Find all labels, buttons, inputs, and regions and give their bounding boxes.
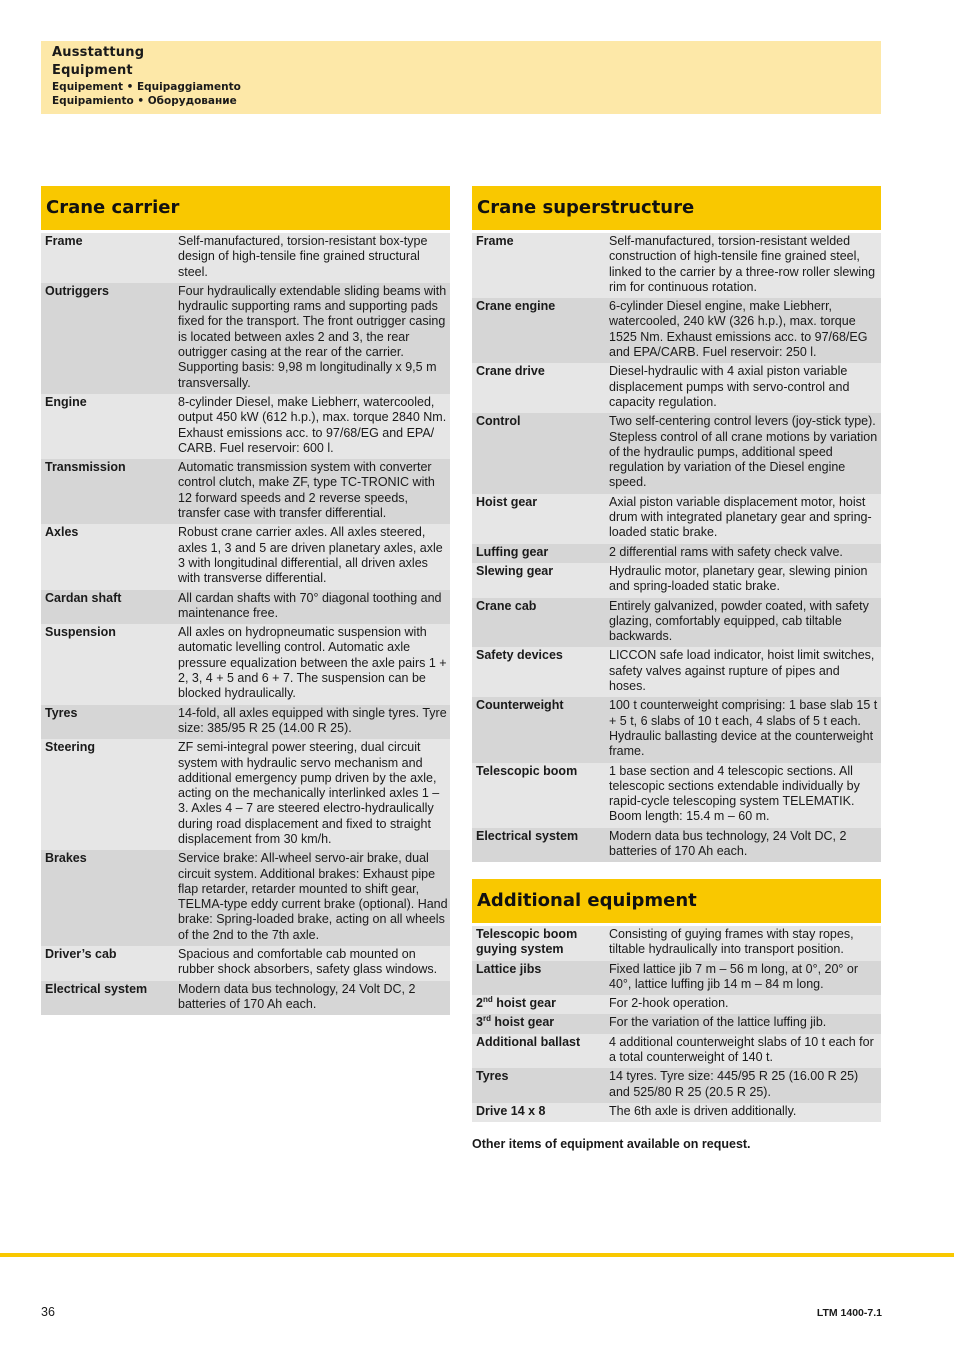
row-value: Two self-centering control levers (joy-stick type). Stepless control of all crane motions by variation of the hydraulic pumps, additional speed regulation by variation of the Diesel engine speed. <box>609 414 878 490</box>
row-label <box>472 1015 609 1030</box>
row-value: ZF semi-integral power steering, dual circuit system with hydraulic servo mechanism and additional emergency pump driven by the axle, acting on the mechanically interlinked axles 1 – 3. Axles 4 – 7 are steered electro-hydraulically during road displacement and fixed to straight displacement from 30 km/h. <box>178 740 440 846</box>
table-row <box>472 298 881 363</box>
row-value: Self-manufactured, torsion-resistant box-type design of high-tensile fine grained structural steel. <box>178 234 428 279</box>
table-row <box>472 926 881 961</box>
row-value: Fixed lattice jib 7 m – 56 m long, at 0°, 20° or 40°, lattice luffing jib 14 m – 84 m long. <box>609 961 859 991</box>
table-row <box>472 563 881 598</box>
row-label: Electrical system <box>476 828 579 843</box>
row-value: For 2-hook operation. <box>609 996 729 1011</box>
row-label: Brakes <box>45 851 87 866</box>
table-row <box>472 413 881 493</box>
table-row <box>472 1014 881 1033</box>
row-value: Hydraulic motor, planetary gear, slewing pinion and spring-loaded static brake. <box>609 563 868 594</box>
row-label: Frame <box>476 234 514 248</box>
table-row <box>41 946 450 981</box>
table-row <box>41 524 450 589</box>
footer-divider <box>0 1253 954 1257</box>
row-value: 14 tyres. Tyre size: 445/95 R 25 (16.00 R 25) and 525/80 R 25 (20.5 R 25). <box>609 1069 859 1099</box>
row-label <box>472 996 609 1011</box>
row-label: Crane cab <box>476 598 537 613</box>
row-label-text: hoist gear <box>492 996 556 1011</box>
table-row <box>472 1034 881 1069</box>
table-row <box>472 544 881 563</box>
availability-note: Other items of equipment available on request. <box>472 1137 751 1151</box>
row-label: Additional ballast <box>476 1034 581 1049</box>
row-label: Steering <box>45 740 96 755</box>
page-number: 36 <box>41 1305 55 1319</box>
model-name: LTM 1400-7.1 <box>816 1307 882 1319</box>
row-value: Four hydraulically extendable sliding beams with hydraulic supporting rams and supporting pads fixed for the transport. The front outrigger casing is located between axles 2 and 3, the rear outrigger casing at the rear of the carrier. Supporting basis: 9,98 m longitudinally x 9,5 m transversally. <box>178 283 447 390</box>
row-label-text: hoist gear <box>490 1015 555 1030</box>
crane-superstructure-table <box>472 233 881 862</box>
table-row <box>41 624 450 704</box>
row-label: Tyres <box>45 705 78 720</box>
row-label: Cardan shaft <box>45 590 122 605</box>
table-row <box>472 647 881 697</box>
row-value: 100 t counterweight comprising: 1 base slab 15 t + 5 t, 6 slabs of 10 t each, 4 slabs of 5 t each. Hydraulic ballasting device at the counterweight frame. <box>609 698 878 759</box>
row-value: 6-cylinder Diesel engine, make Liebherr, watercooled, 240 kW (326 h.p.), max. torque 1525 Nm. Exhaust emissions acc. to 97/68/EG and EPA/CARB. Fuel reservoir: 250 l. <box>609 299 868 360</box>
row-label-ordinal: rd <box>482 1014 491 1024</box>
table-row <box>41 590 450 625</box>
row-value: Modern data bus technology, 24 Volt DC, 2 batteries of 170 Ah each. <box>178 981 416 1011</box>
table-row <box>41 394 450 459</box>
row-value: Automatic transmission system with converter control clutch, make ZF, type TC-TRONIC with 12 forward speeds and 2 reverse speeds, transfer case with transfer differential. <box>178 460 435 521</box>
row-label: Transmission <box>45 460 126 475</box>
table-row <box>472 598 881 648</box>
crane-carrier-table <box>41 233 450 1015</box>
row-label: Hoist gear <box>476 494 538 509</box>
row-label: Slewing gear <box>476 563 554 578</box>
table-row <box>41 705 450 740</box>
header-subtitle-2: Equipamiento • Оборудование <box>52 95 237 107</box>
row-label: Telescopic boom guying system <box>476 927 578 957</box>
table-row <box>41 981 450 1016</box>
row-value: Axial piston variable displacement motor, hoist drum with integrated planetary gear and spring-loaded static brake. <box>609 494 872 540</box>
row-value: All axles on hydropneumatic suspension with automatic levelling control. Automatic axle pressure equalization between the axle pairs 1 + 2, 3, 4 + 5 and 6 + 7. The suspension can be blocked hydraulically. <box>178 625 447 701</box>
row-value: Entirely galvanized, powder coated, with safety glazing, comfortably equipped, cab tiltable backwards. <box>609 598 869 644</box>
row-label: Tyres <box>476 1069 509 1084</box>
row-label: Outriggers <box>45 283 109 298</box>
row-value: All cardan shafts with 70° diagonal toothing and maintenance free. <box>178 590 442 620</box>
table-row <box>472 363 881 413</box>
row-value: LICCON safe load indicator, hoist limit switches, safety valves against rupture of pipes and hoses. <box>609 648 875 694</box>
table-row <box>472 1103 881 1122</box>
header-subtitle-1: Equipement • Equipaggiamento <box>52 81 241 93</box>
row-label: Control <box>476 414 521 429</box>
table-row <box>472 1068 881 1103</box>
row-value: 1 base section and 4 telescopic sections. All telescopic sections extendable individually by rapid-cycle telescoping system TELEMATIK. Boom length: 15.4 m – 60 m. <box>609 763 860 824</box>
row-value: 8-cylinder Diesel, make Liebherr, watercooled, output 450 kW (612 h.p.), max. torque 2840 Nm. Exhaust emissions acc. to 97/68/EG and EPA/ CARB. Fuel reservoir: 600 l. <box>178 394 447 455</box>
crane-carrier-heading: Crane carrier <box>41 186 450 230</box>
row-label-number: 3 <box>476 1015 483 1030</box>
table-row <box>472 828 881 863</box>
table-row <box>472 763 881 828</box>
row-value: Robust crane carrier axles. All axles steered, axles 1, 3 and 5 are driven planetary axles, axle 3 with longitudinal differential, all driven axles with transverse differential. <box>178 525 443 586</box>
additional-equipment-section <box>472 879 881 1122</box>
table-row <box>41 283 450 394</box>
table-row <box>472 995 881 1014</box>
row-label: Frame <box>45 234 83 248</box>
row-value: Consisting of guying frames with stay ropes, tiltable hydraulically into transport position. <box>609 927 854 957</box>
crane-superstructure-section <box>472 186 881 862</box>
table-row <box>472 233 881 298</box>
header-title-en: Equipment <box>52 63 133 78</box>
header-banner <box>41 41 881 114</box>
table-row <box>472 961 881 996</box>
row-label: Electrical system <box>45 981 148 996</box>
row-label: Driver’s cab <box>45 947 117 962</box>
row-label: Counterweight <box>476 698 564 713</box>
table-row <box>41 739 450 850</box>
row-value: Spacious and comfortable cab mounted on rubber shock absorbers, safety glass windows. <box>178 947 438 977</box>
row-value: Self-manufactured, torsion-resistant welded construction of high-tensile fine grained steel, linked to the carrier by a three-row roller slewing rim for continuous rotation. <box>609 234 876 294</box>
row-label: Axles <box>45 525 79 540</box>
row-value: Service brake: All-wheel servo-air brake, dual circuit system. Additional brakes: Exhaust pipe flap retarder, retarder mounted to shift gear, TELMA-type eddy current brake (optional). Hand brake: Spring-loaded brake, acting on all wheels of the 2nd to the 7th axle. <box>178 851 448 942</box>
table-row <box>41 233 450 283</box>
crane-carrier-section <box>41 186 450 1015</box>
table-row <box>472 494 881 544</box>
row-value: 4 additional counterweight slabs of 10 t each for a total counterweight of 140 t. <box>609 1034 874 1065</box>
row-label: Suspension <box>45 625 116 640</box>
row-label: Lattice jibs <box>476 961 542 976</box>
row-value: For the variation of the lattice luffing jib. <box>609 1015 827 1030</box>
row-value: Diesel-hydraulic with 4 axial piston variable displacement pumps with servo-control and capacity regulation. <box>609 364 850 409</box>
row-value: The 6th axle is driven additionally. <box>609 1103 797 1118</box>
row-value: 14-fold, all axles equipped with single tyres. Tyre size: 385/95 R 25 (14.00 R 25). <box>178 705 447 735</box>
row-label: Engine <box>45 394 87 409</box>
crane-superstructure-heading: Crane superstructure <box>472 186 881 230</box>
header-title-de: Ausstattung <box>52 45 145 60</box>
table-row <box>41 850 450 946</box>
row-label: Crane engine <box>476 299 556 314</box>
row-value: 2 differential rams with safety check valve. <box>609 544 843 559</box>
row-label-number: 2 <box>476 996 483 1011</box>
row-label: Telescopic boom <box>476 763 578 778</box>
additional-equipment-heading: Additional equipment <box>472 879 881 923</box>
row-label: Safety devices <box>476 648 563 663</box>
row-value: Modern data bus technology, 24 Volt DC, 2 batteries of 170 Ah each. <box>609 828 847 858</box>
row-label-ordinal: nd <box>482 995 493 1005</box>
additional-equipment-table <box>472 926 881 1122</box>
row-label: Luffing gear <box>476 544 549 559</box>
row-label: Crane drive <box>476 364 545 379</box>
row-label: Drive 14 x 8 <box>476 1103 546 1118</box>
table-row <box>41 459 450 524</box>
table-row <box>472 697 881 762</box>
